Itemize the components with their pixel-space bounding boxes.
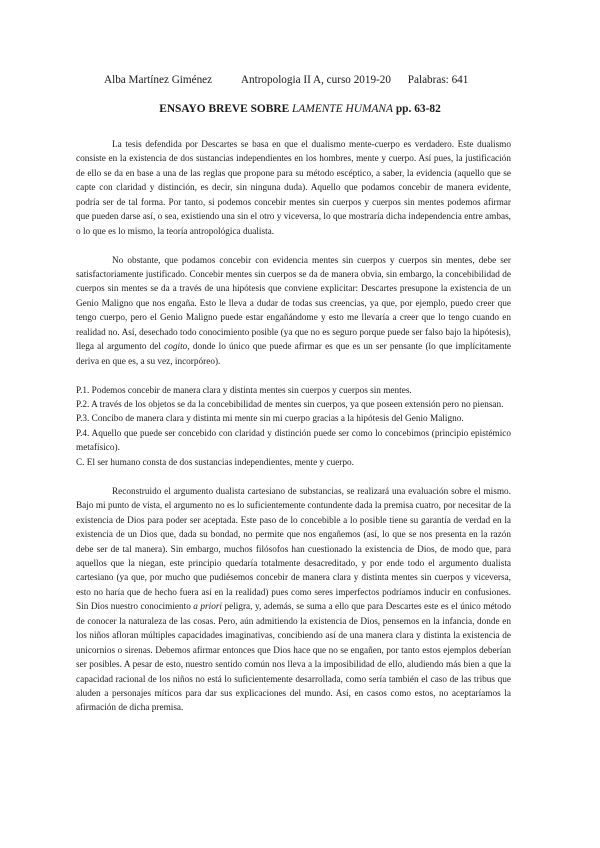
paragraph-2 bbox=[76, 254, 511, 370]
essay-title bbox=[0, 103, 600, 115]
conclusion: C. El ser humano consta de dos sustancias independientes, mente y cuerpo. bbox=[76, 457, 354, 468]
argument-premises bbox=[76, 384, 511, 471]
paragraph-3-before: Reconstruido el argumento dualista cartesiano de substancias, se realizará una evaluación sobre el mismo. Bajo mi punto de vista, el argumento no es lo suficientemente contundente dada la premisa cuatro, por necesitar de la existencia de Dios para poder ser aceptada. Este paso de lo concebible a lo posible tiene su garantía de verdad en la existencia de un Dios que, dada su bondad, no permite que nos engañemos (así, lo que se nos presenta en la razón debe ser de tal manera). Sin embargo, muchos filósofos han cuestionado la existencia de Dios, de modo que, para aquellos que la niegan, este principio quedaría totalmente desacreditado, y por ende todo el argumento dualista cartesiano (ya que, por mucho que pudiésemos concebir de manera clara y distinta mentes sin cuerpos y viceversa, esto no haría que de hecho fuera así en la realidad) pues como seres imperfectos podríamos inducir en confusiones. Sin Dios nuestro conocimiento bbox=[76, 486, 511, 613]
paragraph-2-term: cogito bbox=[164, 342, 188, 353]
premise-4: P.4. Aquello que puede ser concebido con claridad y distinción puede ser como lo concebimos (principio epistémico metafísico). bbox=[76, 428, 511, 454]
paragraph-1: La tesis defendida por Descartes se basa en que el dualismo mente-cuerpo es verdadero. Este dualismo consiste en la existencia de dos sustancias independientes en los hombres, mente y cuerpo. Así pues, la justificación de ello se da en base a una de las reglas que propone para su método escéptico, a saber, la evidencia (aquello que se capte con claridad y distinción, es decir, sin ninguna duda). Aquello que podamos concebir de manera evidente, podría ser de tal forma. Por tanto, si podemos concebir mentes sin cuerpos y cuerpos sin mentes podemos afirmar que pueden darse así, o sea, existiendo una sin el otro y viceversa, lo que mostraría dicha independencia entre ambas, o lo que es lo mismo, la teoría antropológica dualista. bbox=[76, 140, 511, 237]
word-count: Palabras: 641 bbox=[407, 74, 469, 86]
premise-1: P.1. Podemos concebir de manera clara y distinta mentes sin cuerpos y cuerpos sin mentes. bbox=[76, 385, 412, 396]
paragraph-3 bbox=[76, 485, 511, 716]
title-pages: pp. 63-82 bbox=[392, 103, 441, 115]
essay-body bbox=[76, 138, 511, 716]
course-info: Antropologia II A, curso 2019-20 bbox=[240, 74, 391, 86]
paragraph-3-term: a priori bbox=[193, 602, 222, 613]
title-work: LAMENTE HUMANA bbox=[292, 103, 393, 115]
premise-2: P.2. A través de los objetos se da la concebibilidad de mentes sin cuerpos, ya que poseen extensión pero no piensan. bbox=[76, 400, 504, 411]
author-name: Alba Martínez Giménez bbox=[104, 74, 213, 86]
paragraph-2-before: No obstante, que podamos concebir con evidencia mentes sin cuerpos y cuerpos sin mentes, debe ser satisfactoriamente justificado. Concebir mentes sin cuerpos se da de manera obvia, sin embargo, la concebibilidad de cuerpos sin mentes se da a través de una hipótesis que conviene explicitar: Descartes presupone la existencia de un Genio Maligno que nos engaña. Esto le lleva a dudar de todas sus creencias, ya que, por ejemplo, puedo creer que tengo cuerpo, pero el Genio Maligno puede estar engañándome y esto me llevaría a creer que lo tengo cuando en realidad no. Así, desechado todo conocimiento posible (ya que no es seguro porque puede ser falso bajo la hipótesis), llega al argumento del bbox=[76, 255, 511, 353]
premise-3: P.3. Concibo de manera clara y distinta mi mente sin mi cuerpo gracias a la hipótesis del Genio Maligno. bbox=[76, 414, 464, 425]
title-prefix: ENSAYO BREVE SOBRE bbox=[159, 103, 293, 115]
document-header bbox=[104, 74, 524, 86]
paragraph-3-after: peligra, y, además, se suma a ello que para Descartes este es el único método de conocer la naturaleza de las cosas. Pero, aún admitiendo la existencia de Dios, pensemos en la infancia, donde en los niños afloran múltiples capacidades imaginativas, concibiendo así de una manera clara y distinta la existencia de unicornios o sirenas. Debemos afirmar entonces que Dios hace que no se engañen, por tanto estos ejemplos deberían ser posibles. A pesar de esto, nuestro sentido común nos lleva a la imposibilidad de ello, aludiendo más bien a que la capacidad racional de los niños no está lo suficientemente desarrollada, como sería también el caso de las tribus que aluden a personajes míticos para dar sus explicaciones del mundo. Así, en casos como estos, no aceptaríamos la afirmación de dicha premisa. bbox=[76, 602, 511, 714]
paragraph-2-after: , donde lo único que puede afirmar es que es un ser pensante (lo que implícitamente deriva en que es, a su vez, incorpóreo). bbox=[76, 342, 511, 367]
